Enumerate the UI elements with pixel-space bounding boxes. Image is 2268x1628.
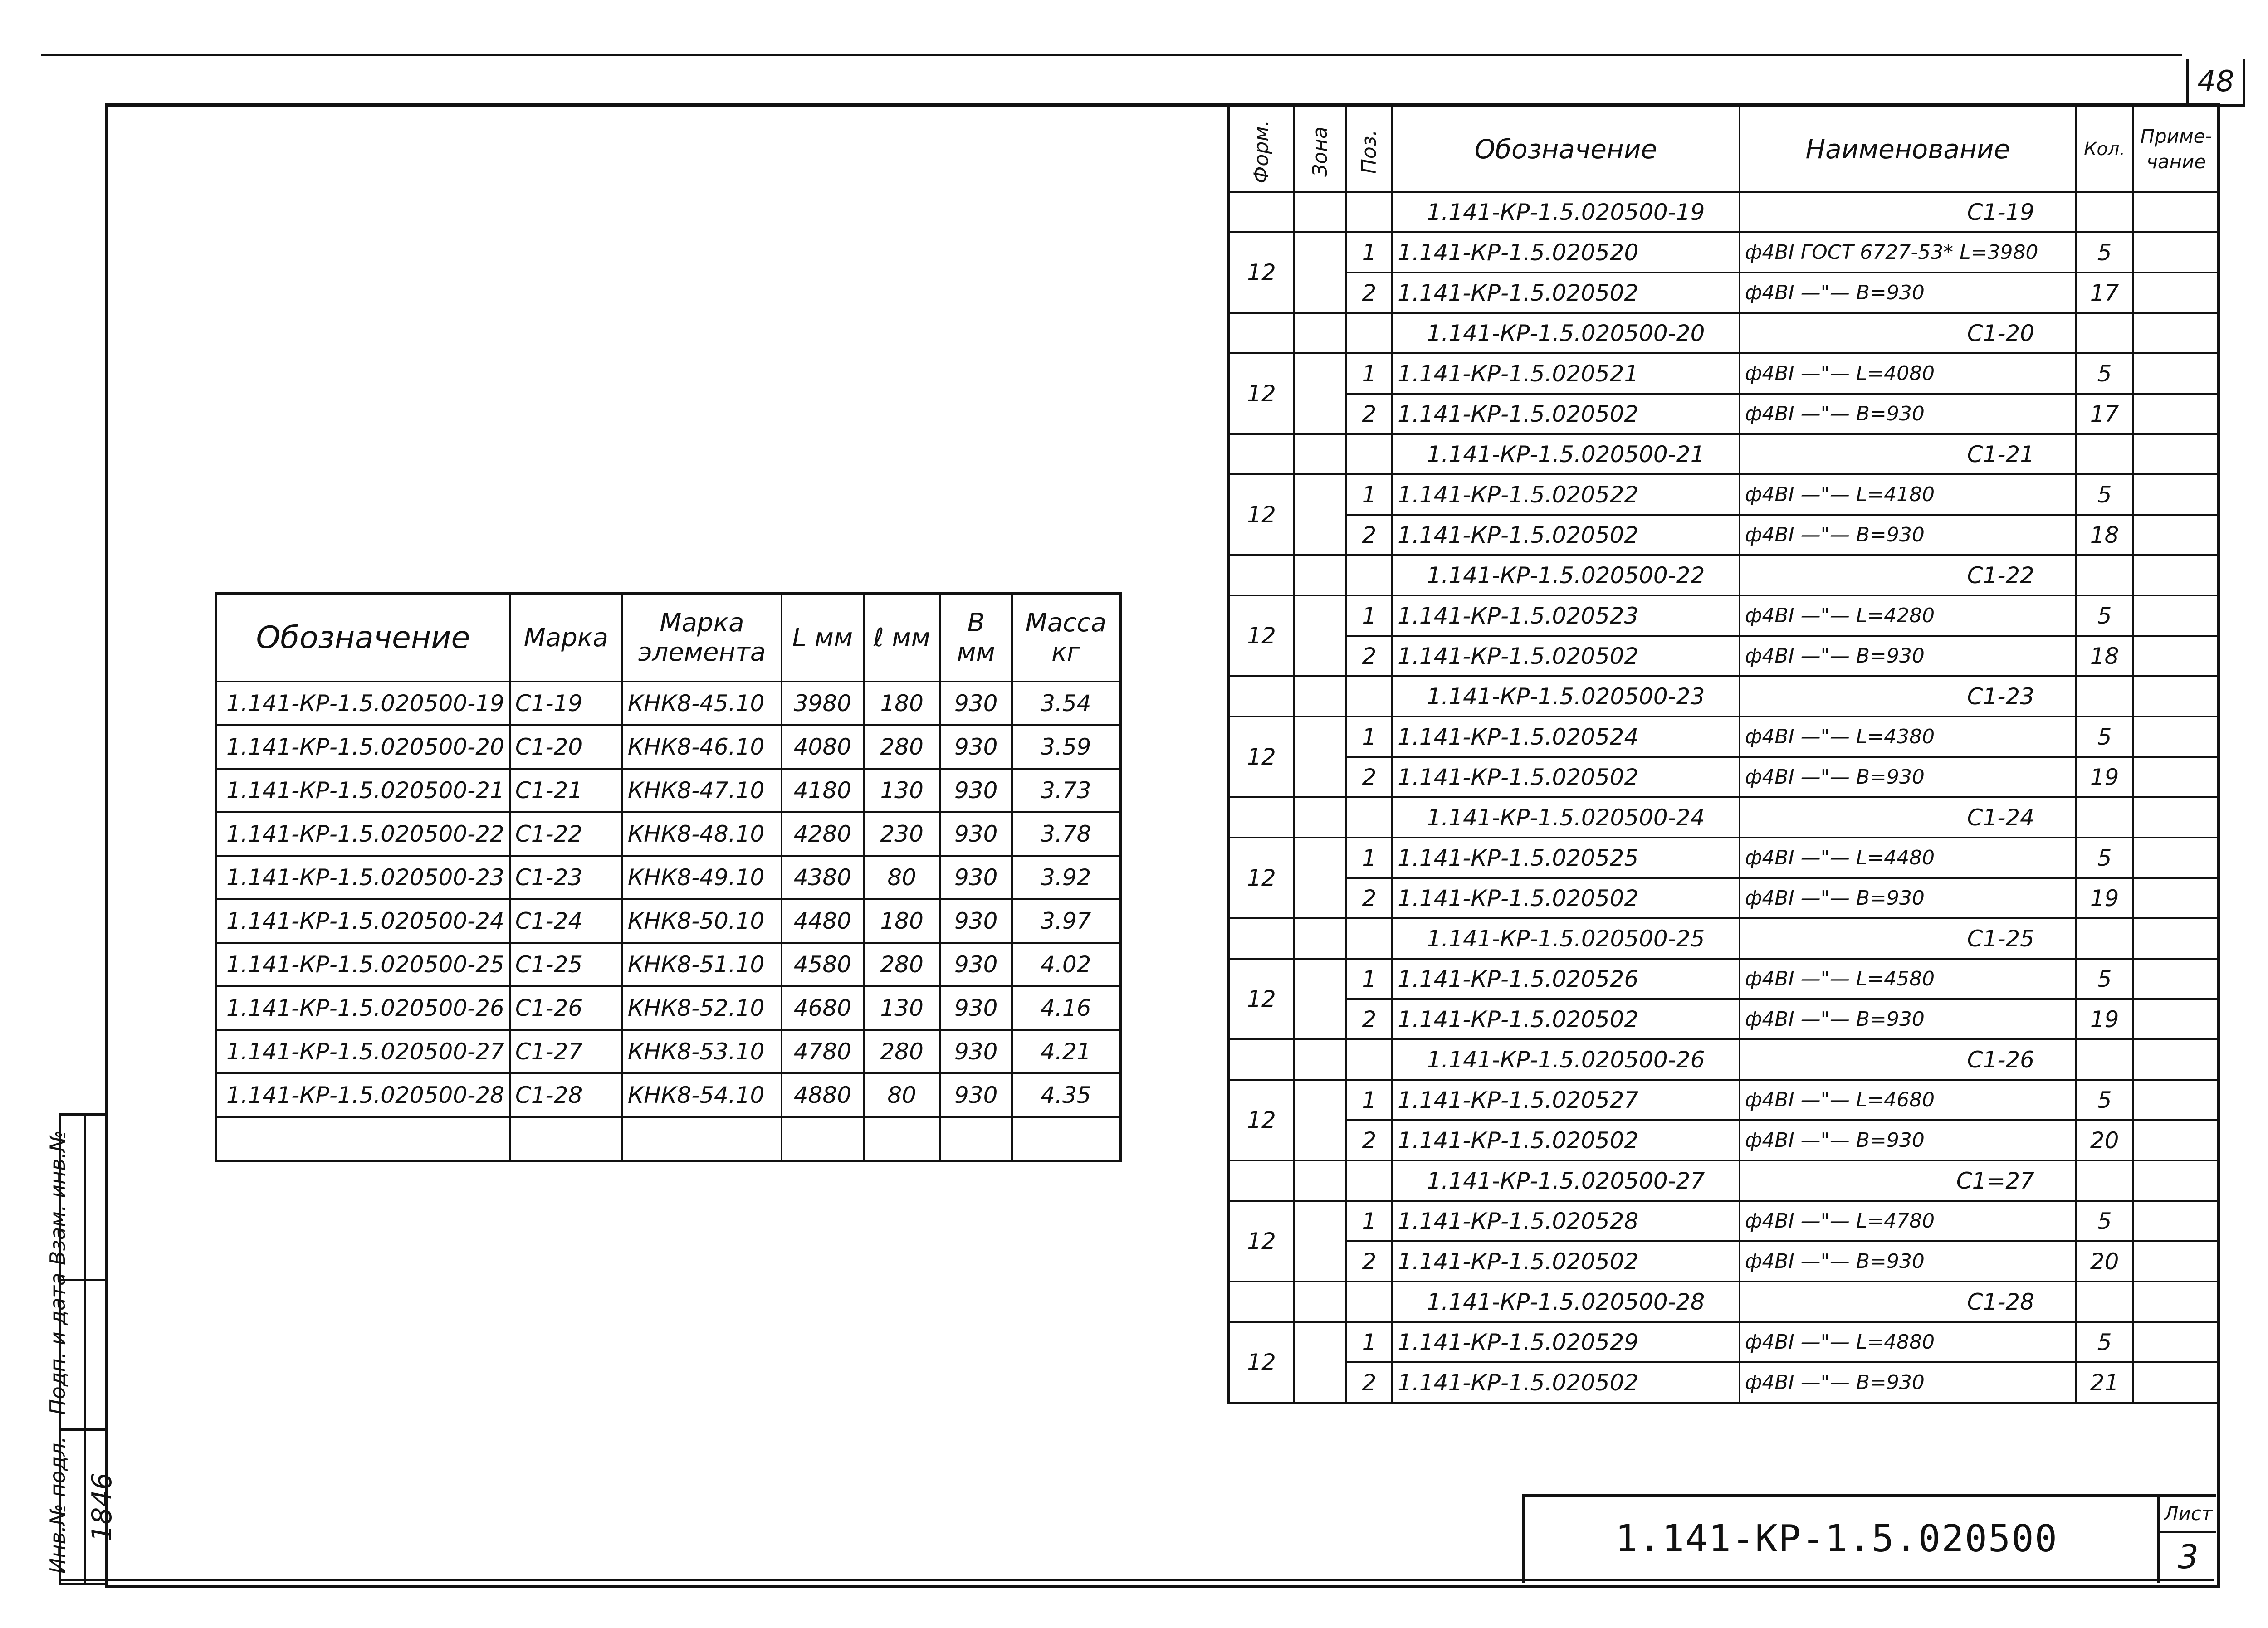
qty-cell: 19 — [2076, 878, 2133, 918]
zone-cell — [1294, 1322, 1346, 1403]
item-designation: 1.141-КР-1.5.020502 — [1392, 878, 1740, 918]
cell-L: 3980 — [782, 682, 863, 725]
item-name: ф4ВI —"— В=930 — [1740, 999, 2076, 1039]
cell-B: 930 — [940, 943, 1012, 986]
note-cell — [2133, 474, 2219, 515]
cell-l: 130 — [864, 769, 940, 812]
pos-cell: 2 — [1346, 273, 1392, 313]
qty-cell: 5 — [2076, 353, 2133, 394]
item-row — [1228, 273, 2219, 313]
pos-cell: 1 — [1346, 838, 1392, 878]
cell-B: 930 — [940, 1030, 1012, 1073]
item-row — [1228, 636, 2219, 676]
item-designation: 1.141-КР-1.5.020528 — [1392, 1201, 1740, 1241]
cell-l: 80 — [864, 1073, 940, 1117]
cell-element-mark — [622, 1117, 782, 1161]
note-cell — [2133, 273, 2219, 313]
item-designation: 1.141-КР-1.5.020502 — [1392, 1241, 1740, 1282]
assembly-designation: 1.141-КР-1.5.020500-19 — [1392, 192, 1740, 232]
item-row — [1228, 959, 2219, 999]
cell-L: 4280 — [782, 812, 863, 856]
cell-mass: 3.97 — [1012, 899, 1120, 943]
item-name: ф4ВI ГОСТ 6727-53* L=3980 — [1740, 232, 2076, 273]
item-name: ф4ВI —"— L=4580 — [1740, 959, 2076, 999]
qty-cell: 5 — [2076, 232, 2133, 273]
cell-B: 930 — [940, 1073, 1012, 1117]
cell-B: 930 — [940, 682, 1012, 725]
cell-B: 930 — [940, 725, 1012, 769]
cell-L — [782, 1117, 863, 1161]
qty-cell: 5 — [2076, 1322, 2133, 1362]
sheet-number: 3 — [2178, 1538, 2199, 1576]
cell-mass: 3.78 — [1012, 812, 1120, 856]
note-cell — [2133, 959, 2219, 999]
cell-mass: 3.73 — [1012, 769, 1120, 812]
cell-element-mark: КНК8-53.10 — [622, 1030, 782, 1073]
assembly-designation: 1.141-КР-1.5.020500-23 — [1392, 676, 1740, 717]
col-L: L мм — [782, 593, 863, 682]
inv-label: Инв.№ подл. — [45, 1436, 70, 1574]
pos-cell: 1 — [1346, 595, 1392, 636]
table-row — [216, 943, 1120, 986]
cell-B: 930 — [940, 986, 1012, 1030]
item-designation: 1.141-КР-1.5.020502 — [1392, 515, 1740, 555]
item-name: ф4ВI —"— L=4480 — [1740, 838, 2076, 878]
item-designation: 1.141-КР-1.5.020529 — [1392, 1322, 1740, 1362]
cell-designation: 1.141-КР-1.5.020500-24 — [216, 899, 510, 943]
cell-designation: 1.141-КР-1.5.020500-25 — [216, 943, 510, 986]
qty-cell: 19 — [2076, 999, 2133, 1039]
item-designation: 1.141-КР-1.5.020502 — [1392, 999, 1740, 1039]
qty-cell: 5 — [2076, 595, 2133, 636]
item-row — [1228, 515, 2219, 555]
cell-element-mark: КНК8-47.10 — [622, 769, 782, 812]
assembly-mark: С1-23 — [1740, 676, 2076, 717]
item-row — [1228, 757, 2219, 797]
item-row — [1228, 1362, 2219, 1403]
item-name: ф4ВI —"— В=930 — [1740, 1362, 2076, 1403]
zone-cell — [1294, 838, 1346, 918]
bottom-rule — [59, 1579, 2214, 1581]
note-cell — [2133, 1322, 2219, 1362]
cell-l: 280 — [864, 1030, 940, 1073]
table-row — [216, 856, 1120, 899]
item-designation: 1.141-КР-1.5.020502 — [1392, 273, 1740, 313]
item-designation: 1.141-КР-1.5.020526 — [1392, 959, 1740, 999]
item-name: ф4ВI —"— L=4680 — [1740, 1080, 2076, 1120]
note-cell — [2133, 1201, 2219, 1241]
cell-mark: С1-20 — [510, 725, 622, 769]
sign-date-label: Подп. и дата — [45, 1272, 70, 1415]
note-cell — [2133, 838, 2219, 878]
assembly-row — [1228, 555, 2219, 595]
assembly-row — [1228, 918, 2219, 959]
cell-L: 4080 — [782, 725, 863, 769]
item-row — [1228, 878, 2219, 918]
table-row — [216, 986, 1120, 1030]
item-designation: 1.141-КР-1.5.020525 — [1392, 838, 1740, 878]
zone-cell — [1294, 1201, 1346, 1282]
table-row — [216, 682, 1120, 725]
qty-cell: 5 — [2076, 717, 2133, 757]
format-cell: 12 — [1228, 1322, 1294, 1403]
item-designation: 1.141-КР-1.5.020524 — [1392, 717, 1740, 757]
cell-designation — [216, 1117, 510, 1161]
col-element-mark: Марка элемента — [622, 593, 782, 682]
note-cell — [2133, 1080, 2219, 1120]
qty-cell: 5 — [2076, 959, 2133, 999]
qty-cell: 17 — [2076, 394, 2133, 434]
cell-designation: 1.141-КР-1.5.020500-28 — [216, 1073, 510, 1117]
cell-L: 4380 — [782, 856, 863, 899]
format-cell: 12 — [1228, 595, 1294, 676]
assembly-row — [1228, 434, 2219, 474]
cell-mark: С1-22 — [510, 812, 622, 856]
note-cell — [2133, 1120, 2219, 1160]
mark-table — [215, 592, 1122, 1162]
cell-element-mark: КНК8-51.10 — [622, 943, 782, 986]
assembly-mark: С1-22 — [1740, 555, 2076, 595]
pos-cell: 1 — [1346, 959, 1392, 999]
document-code: 1.141-КР-1.5.020500 — [1615, 1517, 2058, 1560]
item-row — [1228, 1241, 2219, 1282]
cell-B: 930 — [940, 812, 1012, 856]
cell-B: 930 — [940, 856, 1012, 899]
col-designation: Обозначение — [216, 593, 510, 682]
table-row — [216, 899, 1120, 943]
cell-mass: 3.54 — [1012, 682, 1120, 725]
assembly-designation: 1.141-КР-1.5.020500-28 — [1392, 1282, 1740, 1322]
note-cell — [2133, 636, 2219, 676]
cell-l: 280 — [864, 943, 940, 986]
qty-cell: 18 — [2076, 636, 2133, 676]
cell-l: 180 — [864, 899, 940, 943]
item-name: ф4ВI —"— L=4180 — [1740, 474, 2076, 515]
cell-designation: 1.141-КР-1.5.020500-27 — [216, 1030, 510, 1073]
qty-cell: 5 — [2076, 1201, 2133, 1241]
assembly-mark: С1-20 — [1740, 313, 2076, 353]
table-row — [216, 769, 1120, 812]
qty-cell: 18 — [2076, 515, 2133, 555]
inv-value: 1846 — [86, 1472, 118, 1542]
cell-l: 180 — [864, 682, 940, 725]
item-row — [1228, 353, 2219, 394]
assembly-mark: С1-24 — [1740, 797, 2076, 838]
qty-cell: 21 — [2076, 1362, 2133, 1403]
zone-cell — [1294, 353, 1346, 434]
item-name: ф4ВI —"— L=4780 — [1740, 1201, 2076, 1241]
qty-cell: 5 — [2076, 838, 2133, 878]
col-l: ℓ мм — [864, 593, 940, 682]
item-designation: 1.141-КР-1.5.020502 — [1392, 394, 1740, 434]
item-name: ф4ВI —"— В=930 — [1740, 636, 2076, 676]
cell-designation: 1.141-КР-1.5.020500-19 — [216, 682, 510, 725]
zone-cell — [1294, 1080, 1346, 1160]
assembly-mark: С1=27 — [1740, 1160, 2076, 1201]
assembly-designation: 1.141-КР-1.5.020500-22 — [1392, 555, 1740, 595]
replace-inv-label: Взам. инв.№ — [45, 1130, 70, 1265]
cell-L: 4680 — [782, 986, 863, 1030]
note-cell — [2133, 515, 2219, 555]
cell-mass: 4.21 — [1012, 1030, 1120, 1073]
specification-table — [1227, 105, 2220, 1404]
pos-cell: 2 — [1346, 757, 1392, 797]
item-row — [1228, 999, 2219, 1039]
cell-element-mark: КНК8-54.10 — [622, 1073, 782, 1117]
col-B: В мм — [940, 593, 1012, 682]
assembly-row — [1228, 1039, 2219, 1080]
top-rule — [41, 54, 2182, 56]
table-row — [216, 1117, 1120, 1161]
note-cell — [2133, 353, 2219, 394]
cell-L: 4480 — [782, 899, 863, 943]
qty-cell: 5 — [2076, 1080, 2133, 1120]
cell-mark: С1-27 — [510, 1030, 622, 1073]
cell-mass — [1012, 1117, 1120, 1161]
assembly-mark: С1-19 — [1740, 192, 2076, 232]
cell-l: 80 — [864, 856, 940, 899]
note-cell — [2133, 717, 2219, 757]
item-row — [1228, 232, 2219, 273]
col-mass: Масса кг — [1012, 593, 1120, 682]
cell-l: 230 — [864, 812, 940, 856]
pos-cell: 2 — [1346, 1362, 1392, 1403]
item-row — [1228, 838, 2219, 878]
cell-mass: 4.02 — [1012, 943, 1120, 986]
cell-mass: 3.92 — [1012, 856, 1120, 899]
format-cell: 12 — [1228, 959, 1294, 1039]
note-cell — [2133, 1241, 2219, 1282]
item-row — [1228, 1322, 2219, 1362]
item-row — [1228, 717, 2219, 757]
item-row — [1228, 595, 2219, 636]
format-cell: 12 — [1228, 1080, 1294, 1160]
format-cell: 12 — [1228, 717, 1294, 797]
item-designation: 1.141-КР-1.5.020520 — [1392, 232, 1740, 273]
assembly-row — [1228, 797, 2219, 838]
cell-l: 280 — [864, 725, 940, 769]
pos-cell: 2 — [1346, 1241, 1392, 1282]
title-block — [1522, 1494, 2216, 1583]
zone-cell — [1294, 232, 1346, 313]
assembly-row — [1228, 192, 2219, 232]
assembly-row — [1228, 313, 2219, 353]
item-row — [1228, 474, 2219, 515]
qty-cell: 20 — [2076, 1120, 2133, 1160]
cell-L: 4780 — [782, 1030, 863, 1073]
item-designation: 1.141-КР-1.5.020521 — [1392, 353, 1740, 394]
cell-element-mark: КНК8-45.10 — [622, 682, 782, 725]
cell-L: 4580 — [782, 943, 863, 986]
pos-cell: 1 — [1346, 717, 1392, 757]
cell-L: 4880 — [782, 1073, 863, 1117]
format-cell: 12 — [1228, 838, 1294, 918]
assembly-row — [1228, 1160, 2219, 1201]
pos-cell: 1 — [1346, 232, 1392, 273]
zone-cell — [1294, 474, 1346, 555]
item-name: ф4ВI —"— В=930 — [1740, 394, 2076, 434]
cell-mark: С1-26 — [510, 986, 622, 1030]
cell-mark: С1-23 — [510, 856, 622, 899]
assembly-designation: 1.141-КР-1.5.020500-20 — [1392, 313, 1740, 353]
cell-designation: 1.141-КР-1.5.020500-23 — [216, 856, 510, 899]
cell-designation: 1.141-КР-1.5.020500-22 — [216, 812, 510, 856]
assembly-mark: С1-21 — [1740, 434, 2076, 474]
item-name: ф4ВI —"— В=930 — [1740, 757, 2076, 797]
format-cell: 12 — [1228, 353, 1294, 434]
cell-designation: 1.141-КР-1.5.020500-21 — [216, 769, 510, 812]
cell-mass: 3.59 — [1012, 725, 1120, 769]
item-name: ф4ВI —"— L=4380 — [1740, 717, 2076, 757]
format-cell: 12 — [1228, 232, 1294, 313]
cell-l — [864, 1117, 940, 1161]
cell-element-mark: КНК8-46.10 — [622, 725, 782, 769]
page-number: 48 — [2197, 65, 2234, 98]
pos-cell: 2 — [1346, 1120, 1392, 1160]
item-name: ф4ВI —"— L=4080 — [1740, 353, 2076, 394]
pos-cell: 2 — [1346, 636, 1392, 676]
table-row — [216, 812, 1120, 856]
pos-cell: 2 — [1346, 515, 1392, 555]
item-designation: 1.141-КР-1.5.020502 — [1392, 1362, 1740, 1403]
qty-cell: 20 — [2076, 1241, 2133, 1282]
note-cell — [2133, 757, 2219, 797]
item-name: ф4ВI —"— В=930 — [1740, 1241, 2076, 1282]
item-name: ф4ВI —"— В=930 — [1740, 515, 2076, 555]
cell-designation: 1.141-КР-1.5.020500-20 — [216, 725, 510, 769]
col-pos: Поз. — [1346, 106, 1392, 192]
col-mark: Марка — [510, 593, 622, 682]
col-format: Форм. — [1228, 106, 1294, 192]
cell-element-mark: КНК8-50.10 — [622, 899, 782, 943]
item-row — [1228, 1080, 2219, 1120]
cell-B: 930 — [940, 769, 1012, 812]
zone-cell — [1294, 595, 1346, 676]
cell-mark: С1-19 — [510, 682, 622, 725]
note-cell — [2133, 595, 2219, 636]
cell-B: 930 — [940, 899, 1012, 943]
format-cell: 12 — [1228, 1201, 1294, 1282]
item-designation: 1.141-КР-1.5.020502 — [1392, 757, 1740, 797]
cell-designation: 1.141-КР-1.5.020500-26 — [216, 986, 510, 1030]
cell-l: 130 — [864, 986, 940, 1030]
assembly-designation: 1.141-КР-1.5.020500-25 — [1392, 918, 1740, 959]
assembly-designation: 1.141-КР-1.5.020500-21 — [1392, 434, 1740, 474]
pos-cell: 2 — [1346, 999, 1392, 1039]
sheet-label: Лист — [2164, 1502, 2213, 1525]
cell-element-mark: КНК8-48.10 — [622, 812, 782, 856]
note-cell — [2133, 999, 2219, 1039]
item-designation: 1.141-КР-1.5.020502 — [1392, 636, 1740, 676]
assembly-mark: С1-25 — [1740, 918, 2076, 959]
note-cell — [2133, 232, 2219, 273]
col-name: Наименование — [1740, 106, 2076, 192]
col-spec-designation: Обозначение — [1392, 106, 1740, 192]
cell-L: 4180 — [782, 769, 863, 812]
qty-cell: 17 — [2076, 273, 2133, 313]
cell-mark: С1-21 — [510, 769, 622, 812]
qty-cell: 19 — [2076, 757, 2133, 797]
item-designation: 1.141-КР-1.5.020522 — [1392, 474, 1740, 515]
zone-cell — [1294, 959, 1346, 1039]
item-name: ф4ВI —"— L=4280 — [1740, 595, 2076, 636]
assembly-mark: С1-26 — [1740, 1039, 2076, 1080]
cell-mass: 4.35 — [1012, 1073, 1120, 1117]
page-number-box — [2186, 59, 2245, 107]
item-row — [1228, 394, 2219, 434]
item-designation: 1.141-КР-1.5.020527 — [1392, 1080, 1740, 1120]
item-row — [1228, 1201, 2219, 1241]
item-name: ф4ВI —"— В=930 — [1740, 878, 2076, 918]
pos-cell: 1 — [1346, 1080, 1392, 1120]
pos-cell: 2 — [1346, 878, 1392, 918]
item-designation: 1.141-КР-1.5.020523 — [1392, 595, 1740, 636]
zone-cell — [1294, 717, 1346, 797]
pos-cell: 1 — [1346, 1201, 1392, 1241]
col-zone: Зона — [1294, 106, 1346, 192]
table-row — [216, 1030, 1120, 1073]
cell-element-mark: КНК8-49.10 — [622, 856, 782, 899]
pos-cell: 1 — [1346, 1322, 1392, 1362]
item-name: ф4ВI —"— L=4880 — [1740, 1322, 2076, 1362]
assembly-designation: 1.141-КР-1.5.020500-27 — [1392, 1160, 1740, 1201]
pos-cell: 1 — [1346, 474, 1392, 515]
cell-mark: С1-24 — [510, 899, 622, 943]
pos-cell: 1 — [1346, 353, 1392, 394]
col-note: Приме-чание — [2133, 106, 2219, 192]
assembly-row — [1228, 1282, 2219, 1322]
cell-element-mark: КНК8-52.10 — [622, 986, 782, 1030]
pos-cell: 2 — [1346, 394, 1392, 434]
note-cell — [2133, 878, 2219, 918]
item-row — [1228, 1120, 2219, 1160]
cell-mark: С1-25 — [510, 943, 622, 986]
col-qty: Кол. — [2076, 106, 2133, 192]
qty-cell: 5 — [2076, 474, 2133, 515]
table-row — [216, 1073, 1120, 1117]
item-designation: 1.141-КР-1.5.020502 — [1392, 1120, 1740, 1160]
cell-mark — [510, 1117, 622, 1161]
format-cell: 12 — [1228, 474, 1294, 555]
assembly-row — [1228, 676, 2219, 717]
item-name: ф4ВI —"— В=930 — [1740, 1120, 2076, 1160]
note-cell — [2133, 394, 2219, 434]
note-cell — [2133, 1362, 2219, 1403]
cell-mark: С1-28 — [510, 1073, 622, 1117]
item-name: ф4ВI —"— В=930 — [1740, 273, 2076, 313]
cell-mass: 4.16 — [1012, 986, 1120, 1030]
assembly-designation: 1.141-КР-1.5.020500-24 — [1392, 797, 1740, 838]
cell-B — [940, 1117, 1012, 1161]
assembly-designation: 1.141-КР-1.5.020500-26 — [1392, 1039, 1740, 1080]
table-row — [216, 725, 1120, 769]
assembly-mark: С1-28 — [1740, 1282, 2076, 1322]
